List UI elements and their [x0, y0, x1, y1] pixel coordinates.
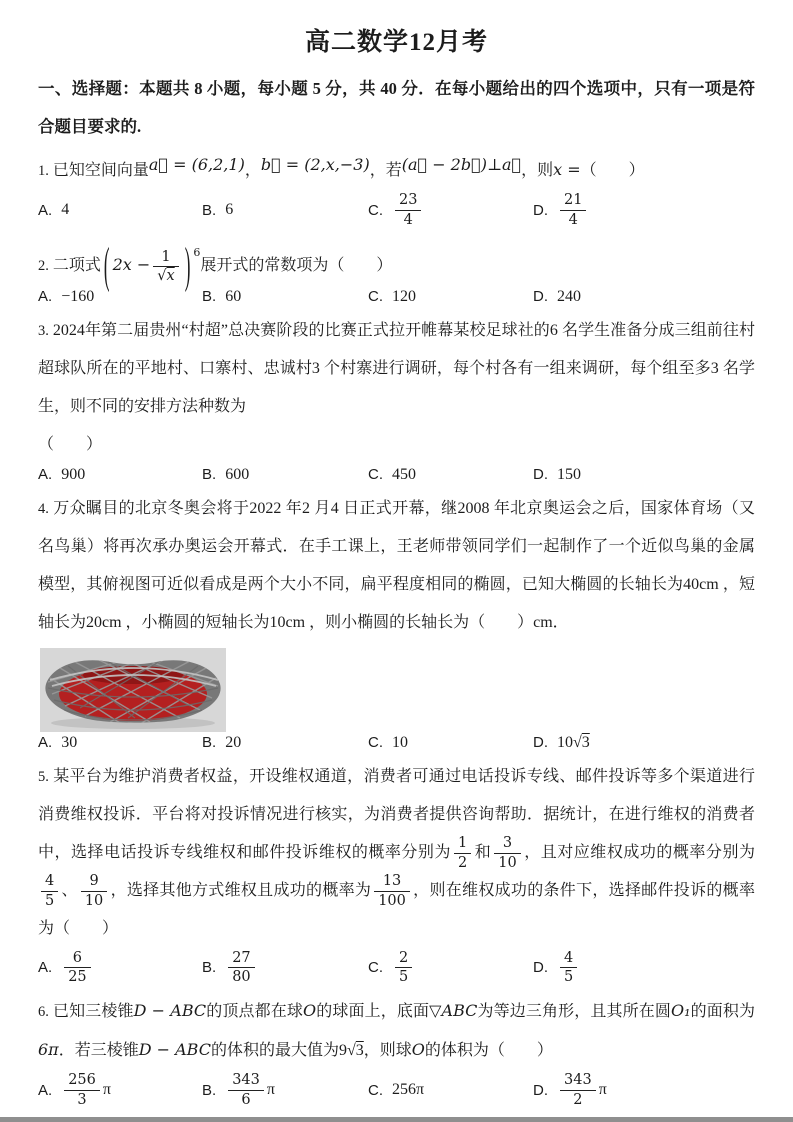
question-2-text: 二项式 — [52, 257, 101, 275]
question-3-text: 2024年第二届贵州“村超”总决赛阶段的比赛正式拉开帷幕某校足球社的6 名学生准备分成三组前往村超球队所在的平地村、口寨村、忠诚村3 个村寨进行调研，每个村各有一组来调研，每个组至多3 名学生，则不同的安排方法种数为 — [38, 321, 755, 415]
radical-sign: √ — [347, 1042, 356, 1060]
question-2: 2. 二项式 ( 2x − $\frac{1}{√x}$ ) $^6$展开式的常数项为（ ） — [38, 234, 755, 285]
question-3-number: 3. — [38, 322, 49, 339]
question-5: 5. 某平台为维护消费者权益，开设维权通道，消费者可通过电话投诉专线、邮件投诉等多个渠道进行消费维权投诉．平台将对投诉情况进行核实，为消费者提供咨询帮助．据统计，在进行维权的消费者中，选择电话投诉专线维权和邮件投诉维权的概率分别为 $\frac{1}{2}$ 和 $\frac{3}{10}$ ，且对应维权成功的概率分别为 $\frac{4}{5}$ 、 $\frac{9}{10}$ ，选择其他方式维权且成功的概率为 $\frac{13}{100}$ ，则在维权成功的条件下，选择邮件投诉的概率为（ ） — [38, 767, 755, 937]
question-6-number: 6. — [38, 1004, 49, 1021]
question-1-number: 1. — [38, 163, 49, 179]
big-paren-open: ( — [103, 237, 110, 293]
pi-suffix: π — [266, 1081, 275, 1099]
option-b: B. 6 — [202, 201, 234, 219]
question-3-options — [38, 466, 755, 484]
vector-b-formula: b⃗ = (2,x,−3) — [260, 155, 370, 174]
circle-o1: O₁ — [670, 1001, 691, 1021]
fraction: $\frac{256}{3}$ — [64, 1072, 100, 1108]
fraction: $\frac{343}{2}$ — [560, 1072, 596, 1108]
option-b: B. 20 — [202, 733, 242, 752]
max-volume-value: 9√3 — [339, 1042, 364, 1060]
fraction: $\frac{1}{√x}$ — [153, 249, 178, 285]
option-a: A. 4 — [38, 201, 70, 219]
binomial-lead: 2x − — [112, 255, 151, 275]
option-d: D. 10√3 — [533, 733, 590, 752]
question-5-options — [38, 950, 755, 986]
option-a: A. $\frac{256}{3}$ π — [38, 1072, 111, 1108]
fraction: $\frac{27}{80}$ — [228, 950, 254, 986]
option-c: C. 120 — [368, 287, 416, 306]
fraction: $\frac{343}{6}$ — [228, 1072, 264, 1108]
window-bottom-edge — [0, 1117, 793, 1122]
fraction: $\frac{9}{10}$ — [81, 873, 107, 909]
radical-sign: √ — [157, 268, 167, 285]
tetrahedron-name: D − ABC — [133, 1001, 207, 1021]
question-5-number: 5. — [38, 768, 49, 785]
option-c: C. $\frac{2}{5}$ — [368, 950, 533, 986]
radical-sign: √ — [573, 733, 582, 751]
option-d: D. 240 — [533, 287, 581, 306]
option-a: A. 900 — [38, 465, 86, 484]
question-5-text: 某平台为维护消费者权益，开设维权通道，消费者可通过电话投诉专线、邮件投诉等多个渠道进行消费维权投诉．平台将对投诉情况进行核实，为消费者提供咨询帮助．据统计，在进行维权的消费者中，选择电话投诉专线维权和邮件投诉维权的概率分别为 — [38, 767, 755, 861]
tetrahedron-name: D − ABC — [138, 1040, 211, 1060]
big-paren-close: ) — [184, 237, 191, 293]
sphere-o: O — [411, 1040, 425, 1060]
section-heading: 一、选择题：本题共 8 小题，每小题 5 分，共 40 分．在每小题给出的四个选项中，只有一项是符合题目要求的. — [38, 79, 755, 136]
question-6-text: 已知三棱锥 — [52, 1003, 134, 1021]
question-4 — [38, 490, 755, 642]
option-d: D. $\frac{343}{2}$ π — [533, 1072, 607, 1108]
vector-a-formula: a⃗ = (6,2,1) — [148, 155, 245, 174]
fraction: $\frac{1}{2}$ — [454, 835, 471, 871]
question-2-number: 2. — [38, 258, 49, 275]
sphere-o: O — [302, 1001, 317, 1021]
perpendicular-condition-formula: (a⃗ − 2b⃗)⊥a⃗ — [401, 155, 522, 174]
question-2-options — [38, 288, 755, 306]
exponent: 6 — [193, 246, 201, 260]
pi-suffix: π — [598, 1081, 607, 1099]
fraction: $\frac{21}{4}$ — [560, 192, 586, 228]
pi-suffix: π — [102, 1081, 111, 1099]
page-title: 高二数学12月考 — [304, 29, 488, 56]
option-d: D. 150 — [533, 465, 581, 484]
question-4-number: 4. — [38, 500, 49, 517]
question-4-options — [38, 734, 755, 752]
option-c: C. 450 — [368, 465, 416, 484]
option-d: D. $\frac{21}{4}$ — [533, 192, 755, 228]
option-d: D. $\frac{4}{5}$ — [533, 950, 755, 986]
question-3 — [38, 312, 755, 426]
option-b: B. 60 — [202, 287, 242, 306]
option-b: B. $\frac{343}{6}$ π — [202, 1072, 275, 1108]
fraction: $\frac{4}{5}$ — [560, 950, 577, 986]
option-a: A. 30 — [38, 733, 78, 752]
fraction: $\frac{13}{100}$ — [374, 873, 410, 909]
option-c: C. 256π — [368, 1081, 425, 1099]
option-b: B. 600 — [202, 465, 250, 484]
fraction: $\frac{3}{10}$ — [494, 835, 520, 871]
fraction: $\frac{4}{5}$ — [41, 873, 58, 909]
question-6: 6. 已知三棱锥D − ABC的顶点都在球O的球面上，底面▽ABC为等边三角形，且其所在圆O₁的面积为6π．若三棱锥D − ABC的体积的最大值为9√3，则球O的体积为（ ） — [38, 1001, 755, 1060]
fraction: $\frac{2}{5}$ — [395, 950, 412, 986]
area-6pi: 6π — [38, 1040, 59, 1060]
option-c: C. $\frac{23}{4}$ — [368, 192, 533, 228]
triangle-abc: ▽ABC — [429, 1001, 478, 1021]
question-1: 1. 已知空间向量a⃗ = (6,2,1)，b⃗ = (2,x,−3)，若(a⃗ − 2b⃗)⊥a⃗，则x =（ ） — [38, 155, 645, 179]
question-6-options — [38, 1072, 755, 1108]
question-1-options — [38, 192, 755, 228]
question-1-text: 已知空间向量 — [52, 162, 149, 179]
option-a: A. −160 — [38, 287, 95, 306]
birds-nest-image — [40, 648, 226, 732]
question-4-text: 万众瞩目的北京冬奥会将于2022 年2 月4 日正式开幕，继2008 年北京奥运会之后，国家体育场（又名鸟巢）将再次承办奥运会开幕式．在手工课上，王老师带领同学们一起制作了一个近似鸟巢的金属模型，其俯视图可近似看成是两个大小不同，扁平程度相同的椭圆，已知大椭圆的长轴长为40cm ，短轴长为20cm ，小椭圆的短轴长为10cm ，则小椭圆的长轴长为（ ）cm． — [38, 499, 755, 631]
option-c: C. 10 — [368, 733, 408, 752]
question-3-answer-blank: （ ） — [38, 435, 103, 453]
fraction: $\frac{23}{4}$ — [395, 192, 421, 228]
option-a: A. $\frac{6}{25}$ — [38, 950, 202, 986]
x-equals: x = — [553, 160, 581, 179]
fraction: $\frac{6}{25}$ — [64, 950, 90, 986]
option-b: B. $\frac{27}{80}$ — [202, 950, 368, 986]
